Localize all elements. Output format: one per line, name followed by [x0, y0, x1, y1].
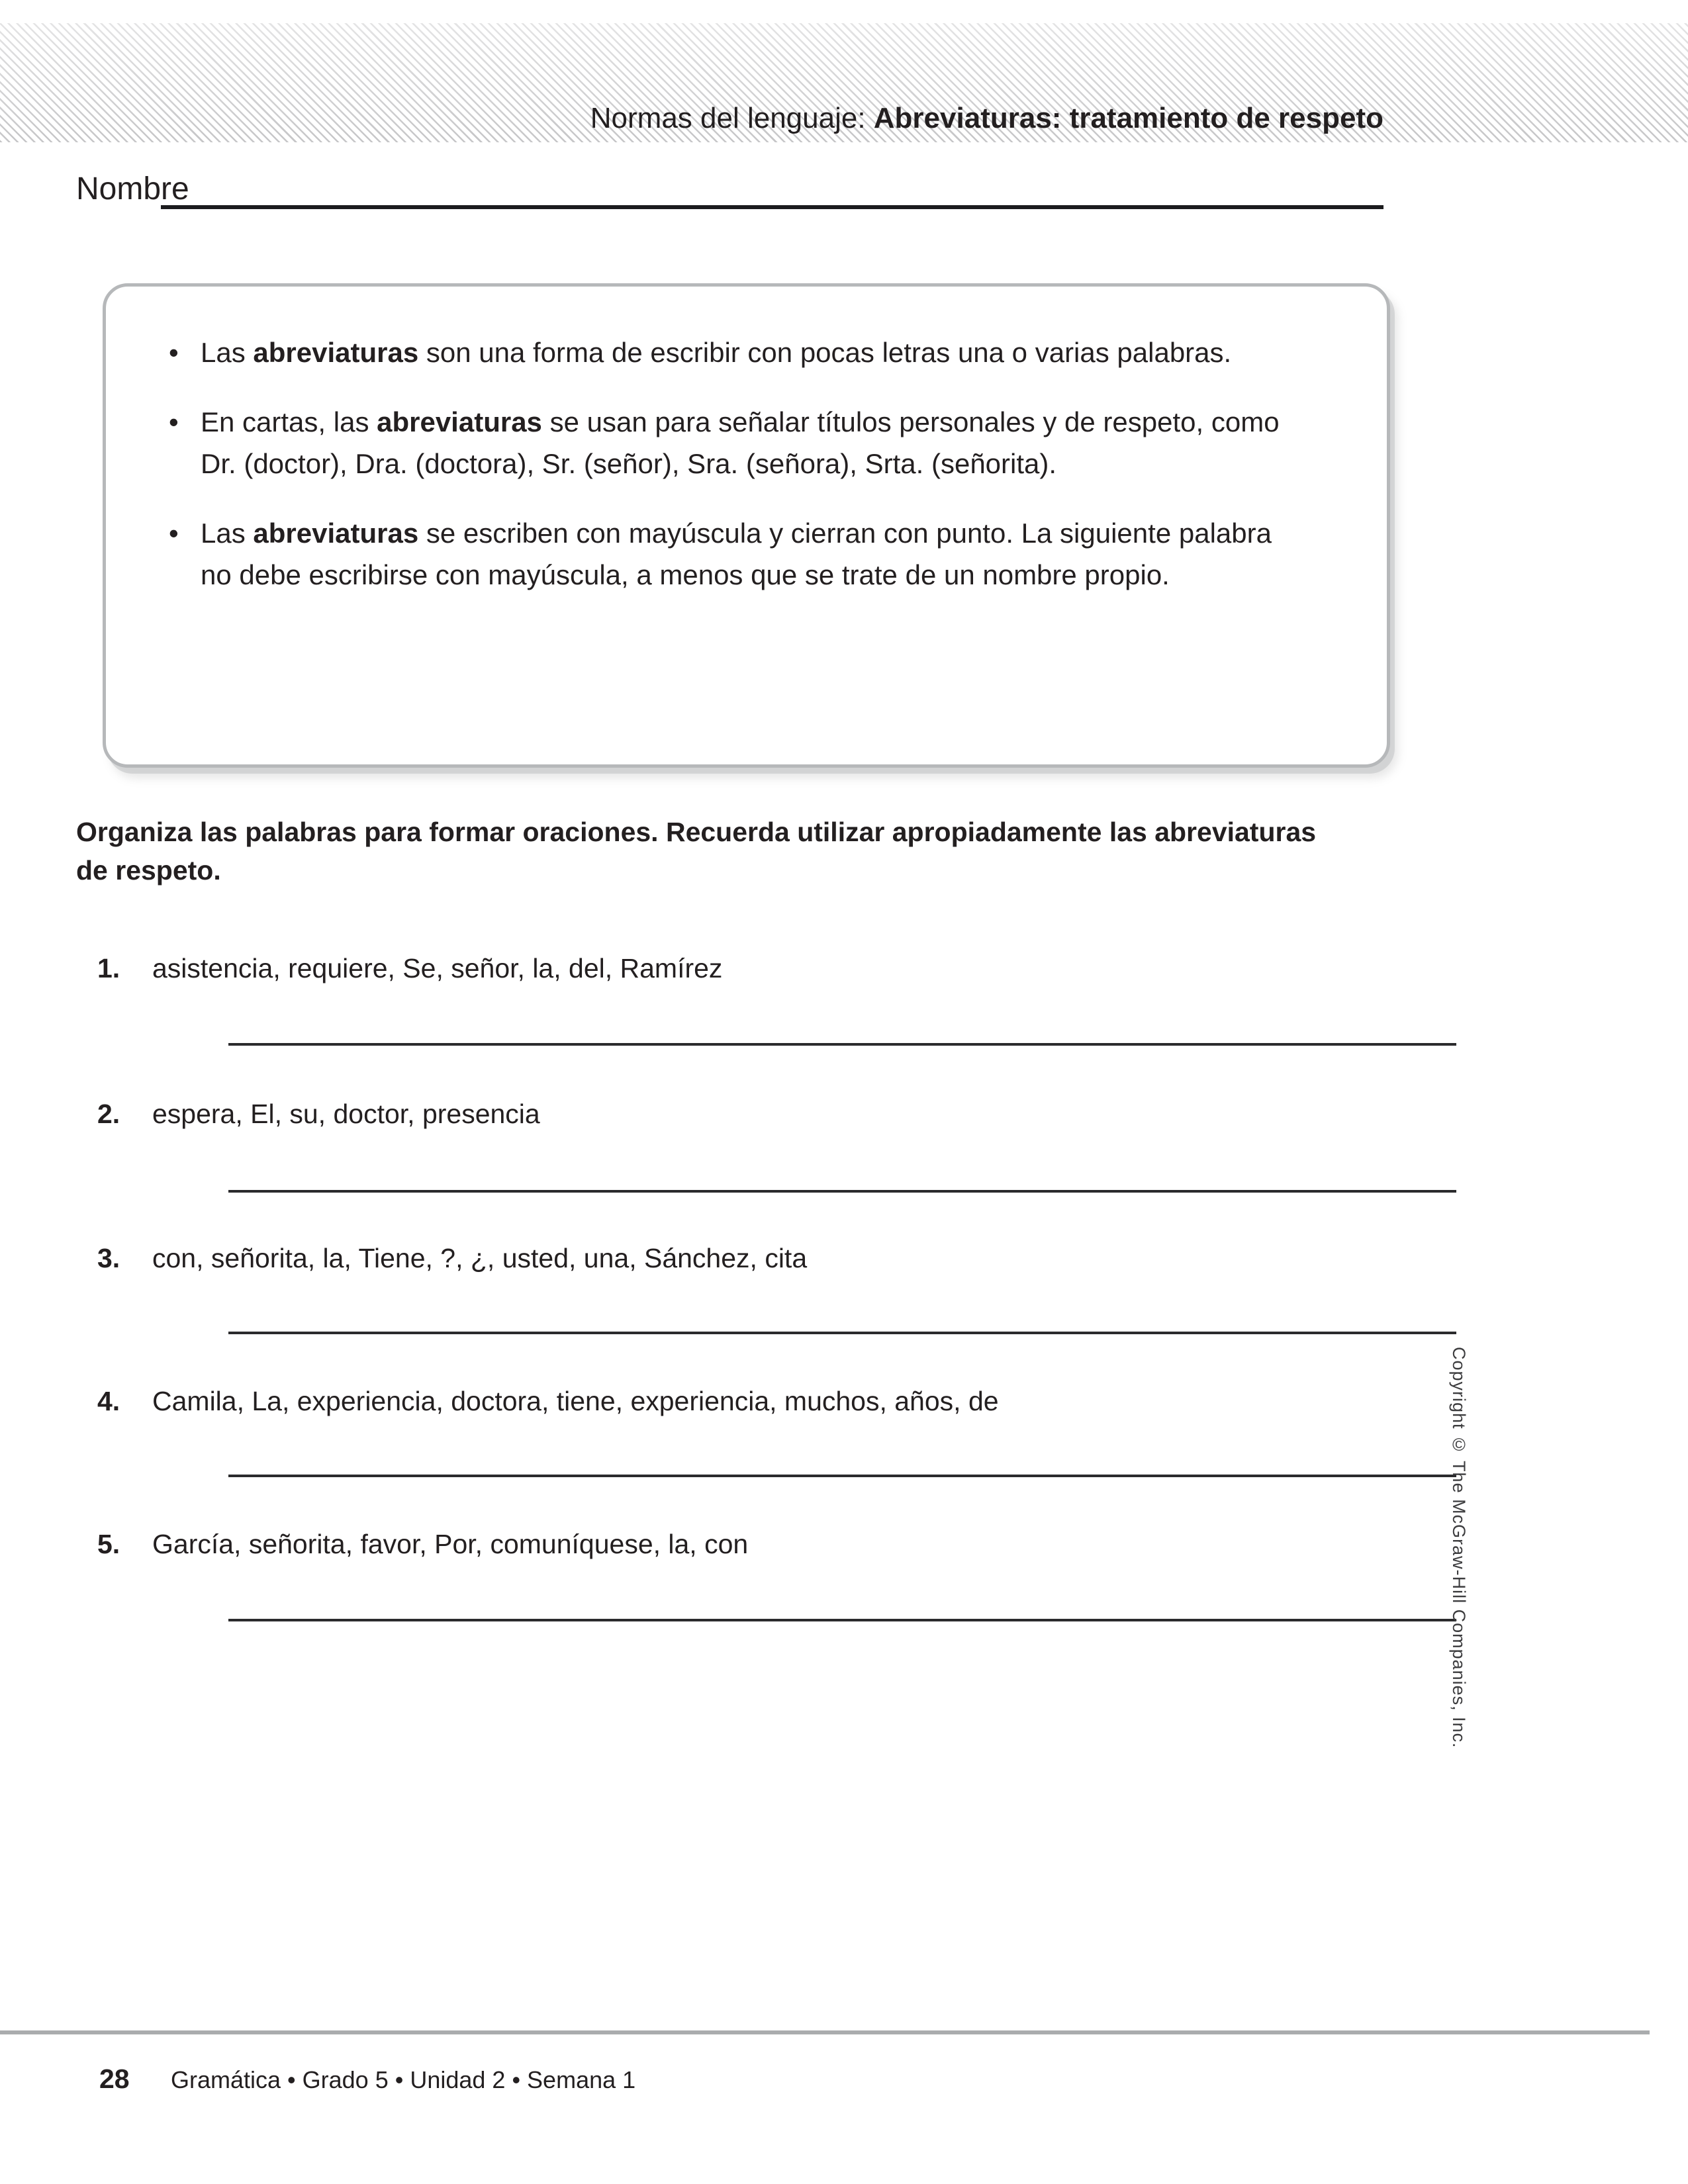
- rule-bullet-1: [169, 332, 1301, 373]
- rule-text-1: [201, 332, 1301, 373]
- copyright-notice: Copyright © The McGraw-Hill Companies, Inc.: [1449, 1347, 1469, 1749]
- exercise-words: García, señorita, favor, Por, comuníquese, la, con: [152, 1529, 749, 1559]
- exercise-words: asistencia, requiere, Se, señor, la, del, Ramírez: [152, 953, 723, 983]
- exercise-number: 3.: [97, 1243, 120, 1273]
- rule-1-post: son una forma de escribir con pocas letras una o varias palabras.: [418, 337, 1232, 368]
- rule-1-pre: Las: [201, 337, 254, 368]
- page-title: [590, 103, 1383, 134]
- name-write-line[interactable]: [161, 205, 1383, 209]
- instructions: Organiza las palabras para formar oraciones. Recuerda utilizar apropiadamente las abreviaturas de respeto.: [76, 817, 1317, 886]
- footer-text: Gramática • Grado 5 • Unidad 2 • Semana 1: [171, 2066, 636, 2093]
- page-title-section: Normas del lenguaje:: [590, 102, 874, 134]
- bullet-icon: •: [169, 337, 179, 368]
- header-hatch-band: [0, 23, 1688, 142]
- bullet-icon: •: [169, 518, 179, 549]
- rule-3-keyword: abreviaturas: [253, 518, 419, 549]
- rule-bullet-3: [169, 512, 1301, 596]
- rule-1-keyword: abreviaturas: [253, 337, 419, 368]
- answer-line-1[interactable]: [228, 1043, 1456, 1046]
- answer-line-4[interactable]: [228, 1475, 1456, 1477]
- answer-line-3[interactable]: [228, 1332, 1456, 1334]
- exercise-number: 4.: [97, 1386, 120, 1416]
- exercise-words: con, señorita, la, Tiene, ?, ¿, usted, una, Sánchez, cita: [152, 1243, 808, 1273]
- rule-2-post: se usan para señalar títulos personales y de respeto, como Dr. (doctor), Dra. (doctora), Sr. (señor), Sra. (señora), Srta. (señorita).: [201, 406, 1280, 479]
- rule-text-3: [201, 512, 1301, 596]
- page-title-topic: Abreviaturas: tratamiento de respeto: [873, 102, 1383, 134]
- footer-divider: [0, 2030, 1650, 2034]
- answer-line-2[interactable]: [228, 1190, 1456, 1193]
- bullet-icon: •: [169, 406, 179, 437]
- rule-3-post: se escriben con mayúscula y cierran con punto. La siguiente palabra no debe escribirse con mayúscula, a menos que se trate de un nombre propio.: [201, 518, 1272, 590]
- page-number: 28: [99, 2064, 130, 2094]
- rule-text-2: [201, 401, 1301, 484]
- name-field-row: [76, 171, 1383, 210]
- rule-bullet-2: [169, 401, 1301, 484]
- answer-line-5[interactable]: [228, 1619, 1456, 1621]
- exercise-number: 1.: [97, 953, 120, 983]
- rule-3-pre: Las: [201, 518, 254, 549]
- exercise-words: espera, El, su, doctor, presencia: [152, 1099, 540, 1129]
- rule-2-pre: En cartas, las: [201, 406, 377, 437]
- exercise-number: 2.: [97, 1099, 120, 1129]
- rules-box: [103, 283, 1390, 768]
- exercise-words: Camila, La, experiencia, doctora, tiene, experiencia, muchos, años, de: [152, 1386, 999, 1416]
- name-label: Nombre: [76, 171, 189, 206]
- exercise-number: 5.: [97, 1529, 120, 1559]
- rule-2-keyword: abreviaturas: [377, 406, 542, 437]
